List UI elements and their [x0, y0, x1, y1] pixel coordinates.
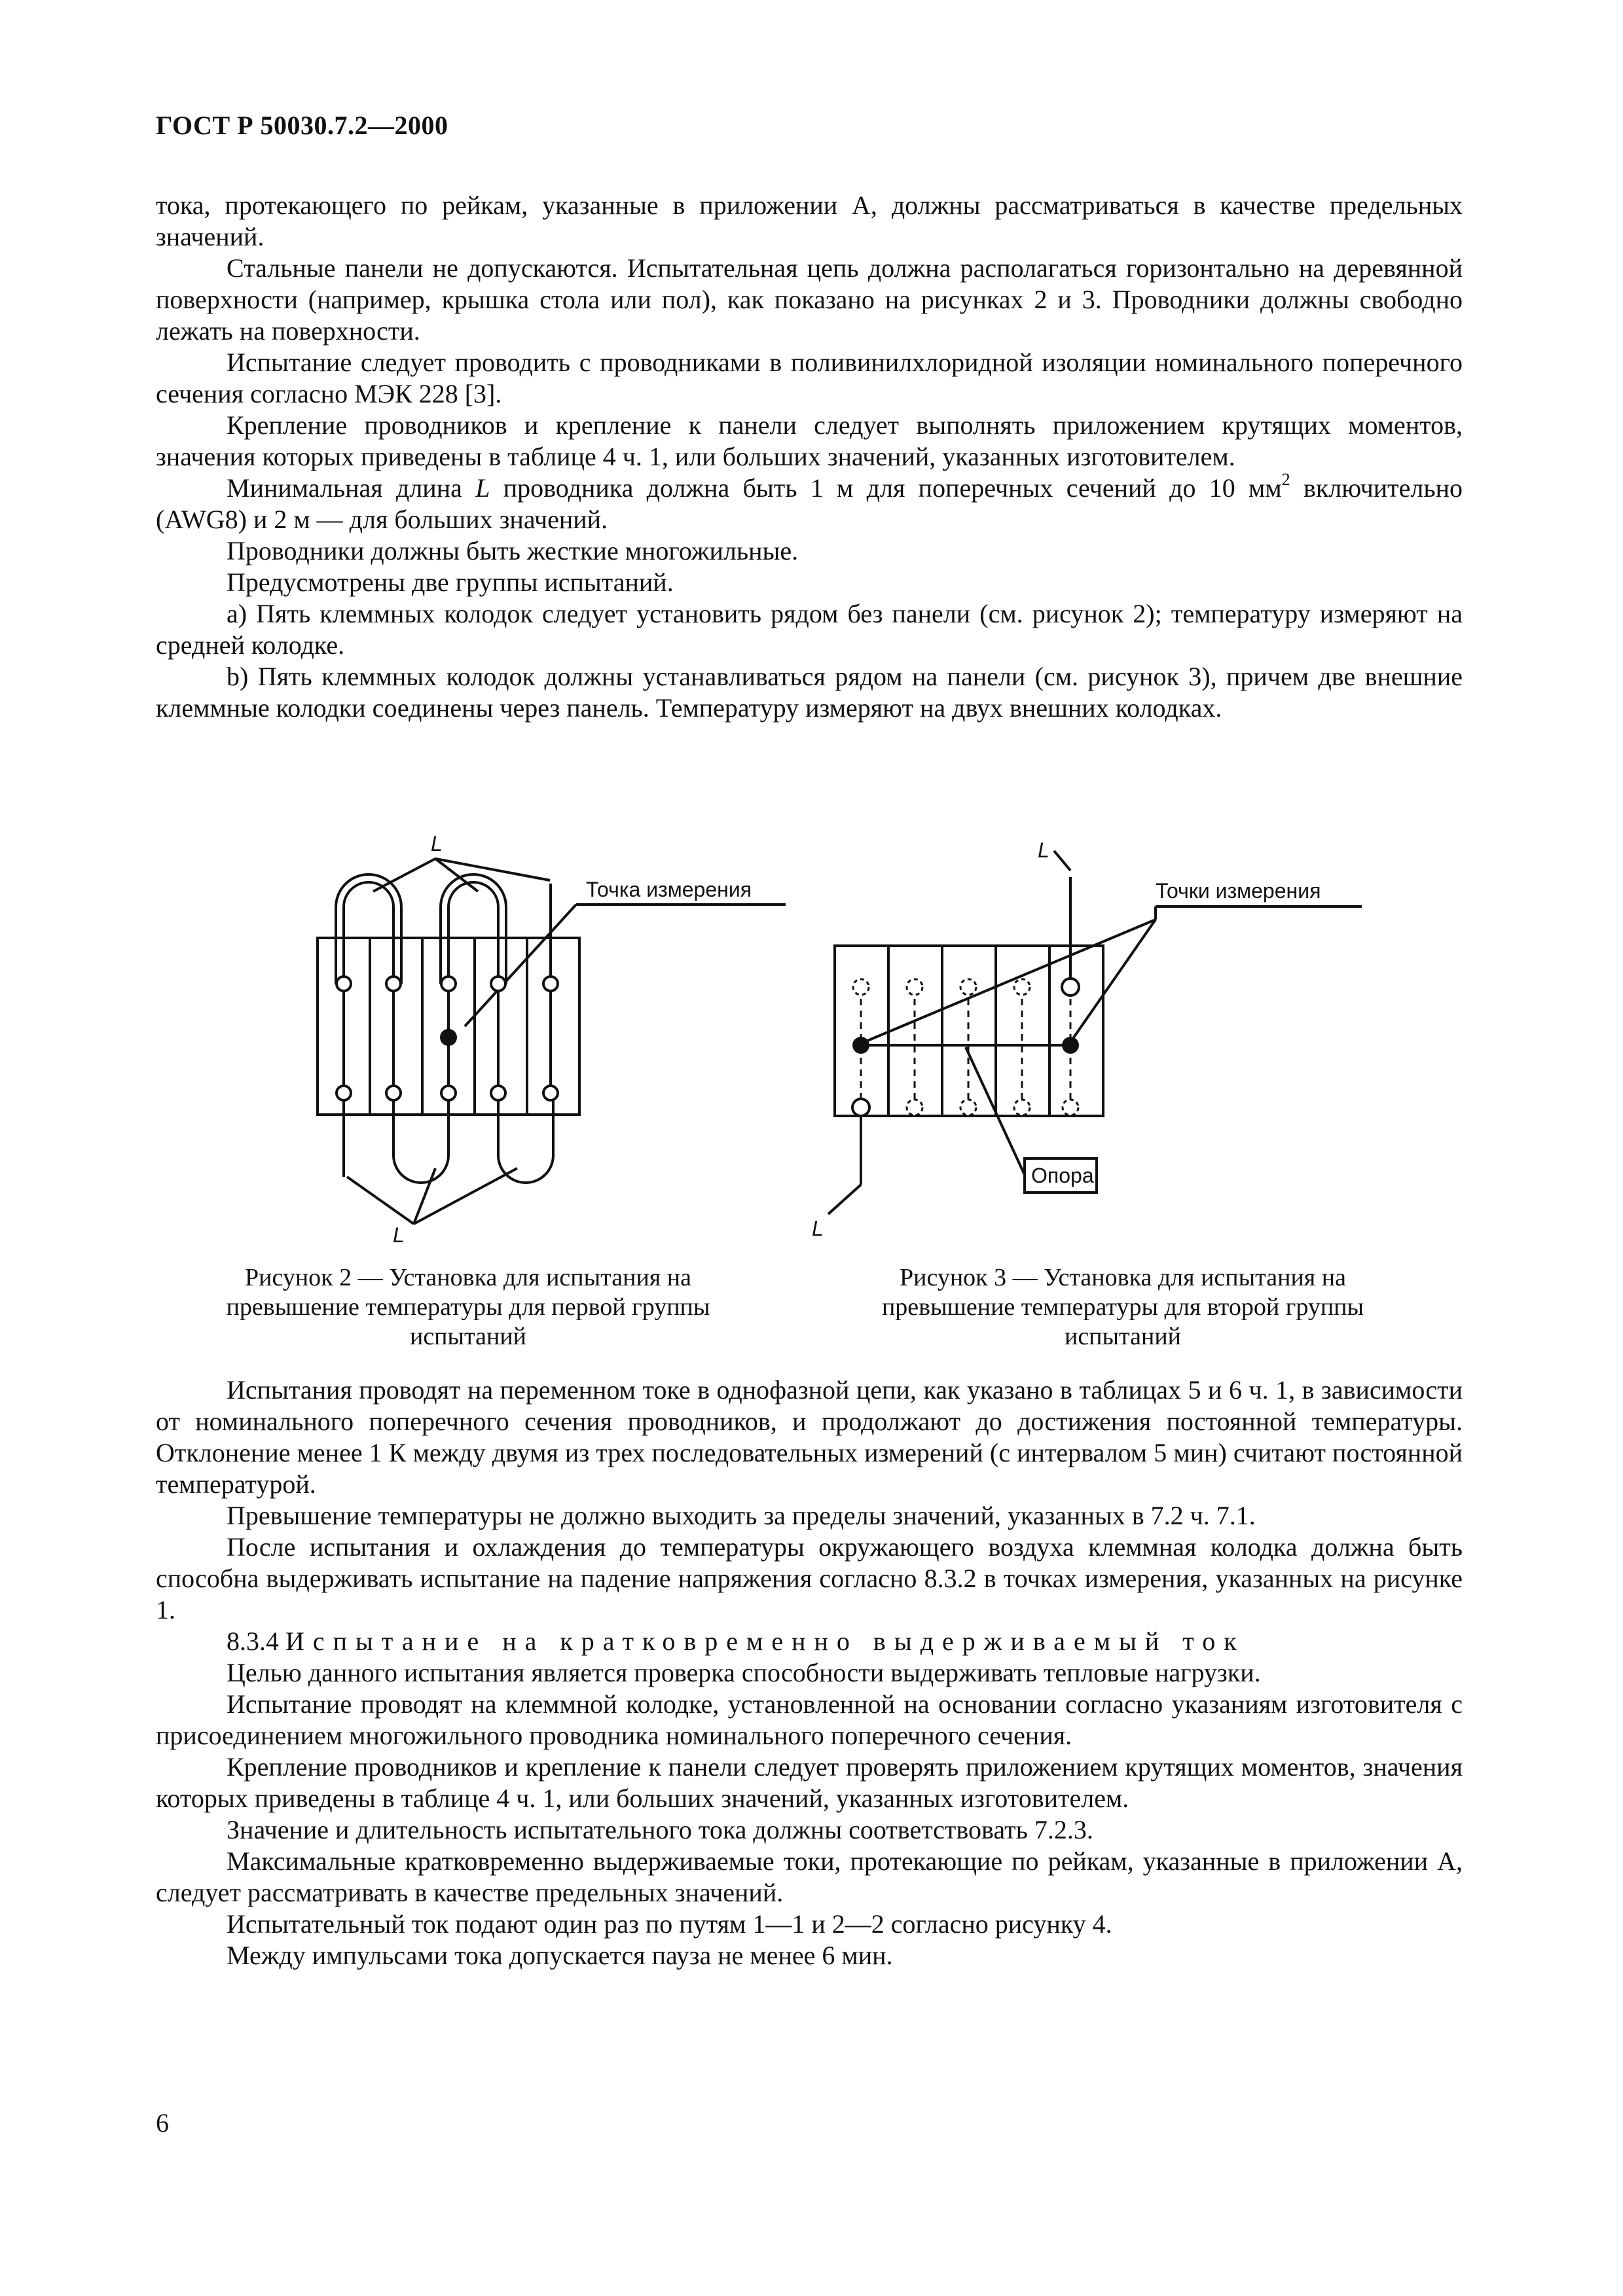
figure-3-caption: Рисунок 3 — Установка для испытания на превышение температуры для второй группы испытаний: [881, 1264, 1364, 1350]
paragraph-fragment: Минимальная длина: [227, 473, 476, 503]
paragraph: После испытания и охлаждения до температуры окружающего воздуха клеммная колодка должна быть способна выдерживать испытание на падение напряжения согласно 8.3.2 в точках измерения, указанных на рисунке 1.: [156, 1532, 1463, 1624]
page-number: 6: [156, 2108, 169, 2138]
paragraph: Значение и длительность испытательного тока должны соответствовать 7.2.3.: [227, 1815, 1093, 1844]
paragraph: Превышение температуры не должно выходить за пределы значений, указанных в 7.2 ч. 7.1.: [227, 1501, 1256, 1530]
figure-2-label-L-bottom: L: [393, 1223, 405, 1247]
list-item-b: b) Пять клеммных колодок должны устанавливаться рядом на панели (см. рисунок 3), причем две внешние клеммные колодки соединены через панель. Температуру измеряют на двух внешних колодках.: [156, 662, 1463, 723]
text-block-top: [156, 190, 1463, 724]
figure-2-label-measurement-point: Точка измерения: [586, 878, 752, 901]
figure-3-label-measurement-points: Точки измерения: [1156, 879, 1321, 903]
figure-3-label-L-top: L: [1038, 838, 1049, 862]
paragraph: Стальные панели не допускаются. Испытательная цепь должна располагаться горизонтально на деревянной поверхности (например, крышка стола или пол), как показано на рисунках 2 и 3. Проводники должны свободно лежать на поверхности.: [156, 253, 1463, 346]
paragraph: Предусмотрены две группы испытаний.: [227, 567, 674, 597]
paragraph: Целью данного испытания является проверка способности выдерживать тепловые нагрузки.: [227, 1658, 1261, 1687]
measurement-point-left: [852, 1037, 869, 1054]
paragraph: Испытания проводят на переменном токе в однофазной цепи, как указано в таблицах 5 и 6 ч. 1, в зависимости от номинального поперечного сечения проводников, и продолжают до достижения постоянной температуры. Отклонение менее 1 К между двумя из трех последовательных измерений (с интервалом 5 мин) считают постоянной температурой.: [156, 1375, 1463, 1499]
document-header: ГОСТ Р 50030.7.2—2000: [156, 111, 448, 140]
paragraph: [156, 470, 1463, 535]
figure-3-label-L-bottom: L: [812, 1217, 824, 1240]
figure-3-diagram: [789, 838, 1365, 1250]
measurement-point-right: [1062, 1037, 1079, 1054]
section-heading: [156, 1626, 1463, 1657]
list-item-a: а) Пять клеммных колодок следует установить рядом без панели (см. рисунок 2); температуру измеряют на средней колодке.: [156, 599, 1463, 660]
paragraph-fragment: проводника должна быть 1 м для поперечных сечений до 10 мм: [490, 473, 1282, 503]
text-block-bottom: [156, 1374, 1463, 1971]
figure-2-label-L-top: L: [431, 832, 443, 855]
paragraph: Испытание следует проводить с проводниками в поливинилхлоридной изоляции номинального поперечного сечения согласно МЭК 228 [3].: [156, 348, 1463, 408]
paragraph: тока, протекающего по рейкам, указанные в приложении А, должны рассматриваться в качестве предельных значений.: [156, 190, 1463, 251]
figure-2-drawing: [301, 818, 759, 1250]
paragraph-fragment: включительно (AWG8) и 2 м — для больших значений.: [156, 473, 1463, 534]
paragraph: Крепление проводников и крепление к панели следует проверять приложением крутящих моментов, значения которых приведены в таблице 4 ч. 1, или больших значений, указанных изготовителем.: [156, 1752, 1463, 1813]
paragraph: Испытательный ток подают один раз по путям 1—1 и 2—2 согласно рисунку 4.: [227, 1909, 1112, 1939]
paragraph: Максимальные кратковременно выдерживаемые токи, протекающие по рейкам, указанные в приложении А, следует рассматривать в качестве предельных значений.: [156, 1846, 1463, 1907]
superscript: 2: [1281, 470, 1290, 489]
paragraph: Проводники должны быть жесткие многожильные.: [227, 536, 799, 565]
paragraph: Между импульсами тока допускается пауза не менее 6 мин.: [227, 1941, 893, 1970]
section-title: Испытание на кратковременно выдерживаемый ток: [285, 1626, 1245, 1656]
variable-L: L: [475, 473, 490, 503]
figure-3-drawing: [789, 838, 1365, 1250]
section-number: 8.3.4: [227, 1626, 279, 1656]
measurement-point: [440, 1029, 457, 1046]
paragraph: Крепление проводников и крепление к панели следует выполнять приложением крутящих моментов, значения которых приведены в таблице 4 ч. 1, или больших значений, указанных изготовителем.: [156, 410, 1463, 471]
figure-2-caption: Рисунок 2 — Установка для испытания на превышение температуры для первой группы испытаний: [226, 1264, 710, 1350]
figure-3-label-support: Опора: [1031, 1164, 1094, 1187]
paragraph: Испытание проводят на клеммной колодке, установленной на основании согласно указаниям изготовителя с присоединением многожильного проводника номинального поперечного сечения.: [156, 1689, 1463, 1750]
figure-2-diagram: [301, 818, 759, 1250]
